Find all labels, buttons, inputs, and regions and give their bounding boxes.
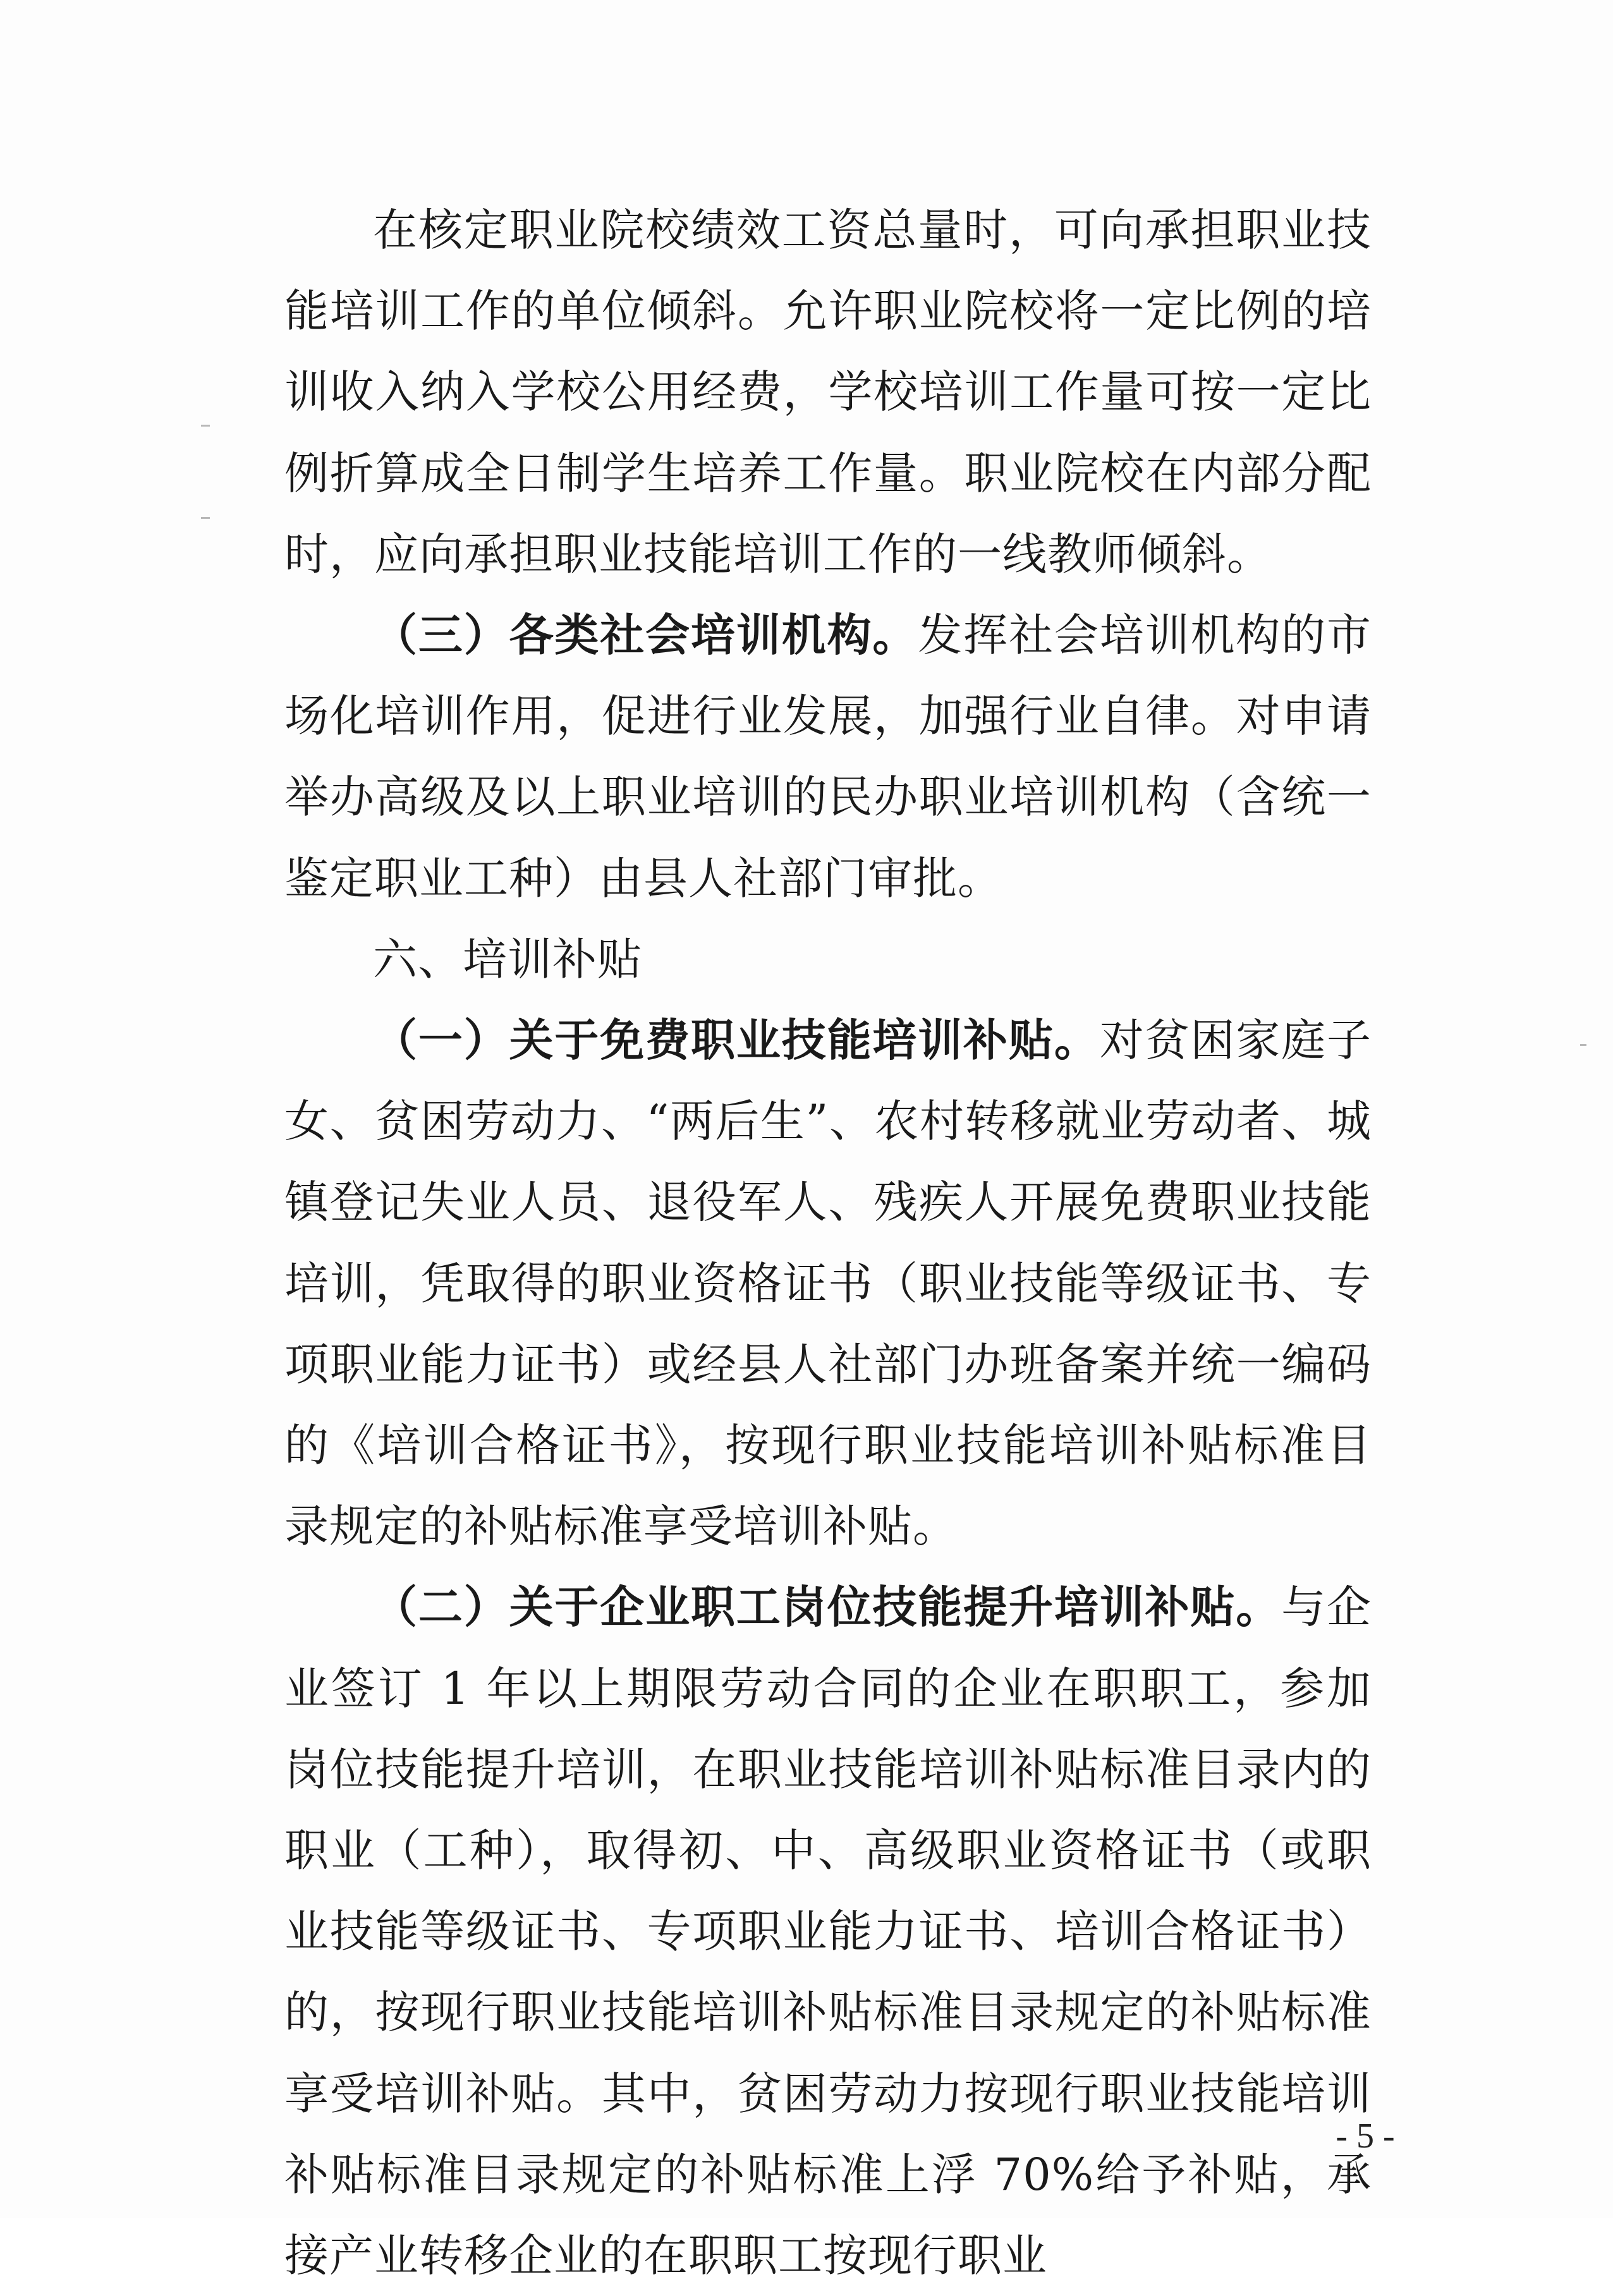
paragraph-lead: （三）各类社会培训机构。 — [373, 609, 918, 662]
paragraph-social-training-institutions — [284, 595, 1372, 919]
scan-speck — [201, 517, 210, 519]
paragraph-employee-skill-subsidy — [284, 1567, 1372, 2296]
paragraph-text: 与企业签订 1 年以上期限劳动合同的企业在职职工，参加岗位技能提升培训，在职业技能培训补贴标准目录内的职业（工种），取得初、中、高级职业资格证书（或职业技能等级证书、专项职业能力证书、培训合格证书）的，按现行职业技能培训补贴标准目录规定的补贴标准享受培训补贴。其中，贫困劳动力按现行职业技能培训补贴标准目录规定的补贴标准上浮 70%给予补贴，承接产业转移企业的在职职工按现行职业 — [284, 1581, 1372, 2282]
document-body — [284, 190, 1372, 2296]
page-number: - 5 - — [1336, 2117, 1395, 2156]
section-heading-text: 六、培训补贴 — [373, 933, 642, 985]
paragraph-free-training-subsidy — [284, 1000, 1372, 1567]
paragraph-text: 在核定职业院校绩效工资总量时，可向承担职业技能培训工作的单位倾斜。允许职业院校将一定比例的培训收入纳入学校公用经费，学校培训工作量可按一定比例折算成全日制学生培养工作量。职业院校在内部分配时，应向承担职业技能培训工作的一线教师倾斜。 — [284, 204, 1372, 580]
scan-speck — [1580, 1044, 1586, 1046]
paragraph-text: 发挥社会培训机构的市场化培训作用，促进行业发展，加强行业自律。对申请举办高级及以上职业培训的民办职业培训机构（含统一鉴定职业工种）由县人社部门审批。 — [284, 609, 1372, 904]
paragraph-text: 对贫困家庭子女、贫困劳动力、“两后生”、农村转移就业劳动者、城镇登记失业人员、退役军人、残疾人开展免费职业技能培训，凭取得的职业资格证书（职业技能等级证书、专项职业能力证书）或经县人社部门办班备案并统一编码的《培训合格证书》，按现行职业技能培训补贴标准目录规定的补贴标准享受培训补贴。 — [284, 1014, 1372, 1553]
paragraph-performance-pay — [284, 190, 1372, 595]
section-heading-training-subsidy — [284, 919, 1372, 1000]
paragraph-lead: （一）关于免费职业技能培训补贴。 — [373, 1014, 1100, 1067]
paragraph-lead: （二）关于企业职工岗位技能提升培训补贴。 — [373, 1581, 1282, 1634]
scan-speck — [201, 425, 210, 427]
